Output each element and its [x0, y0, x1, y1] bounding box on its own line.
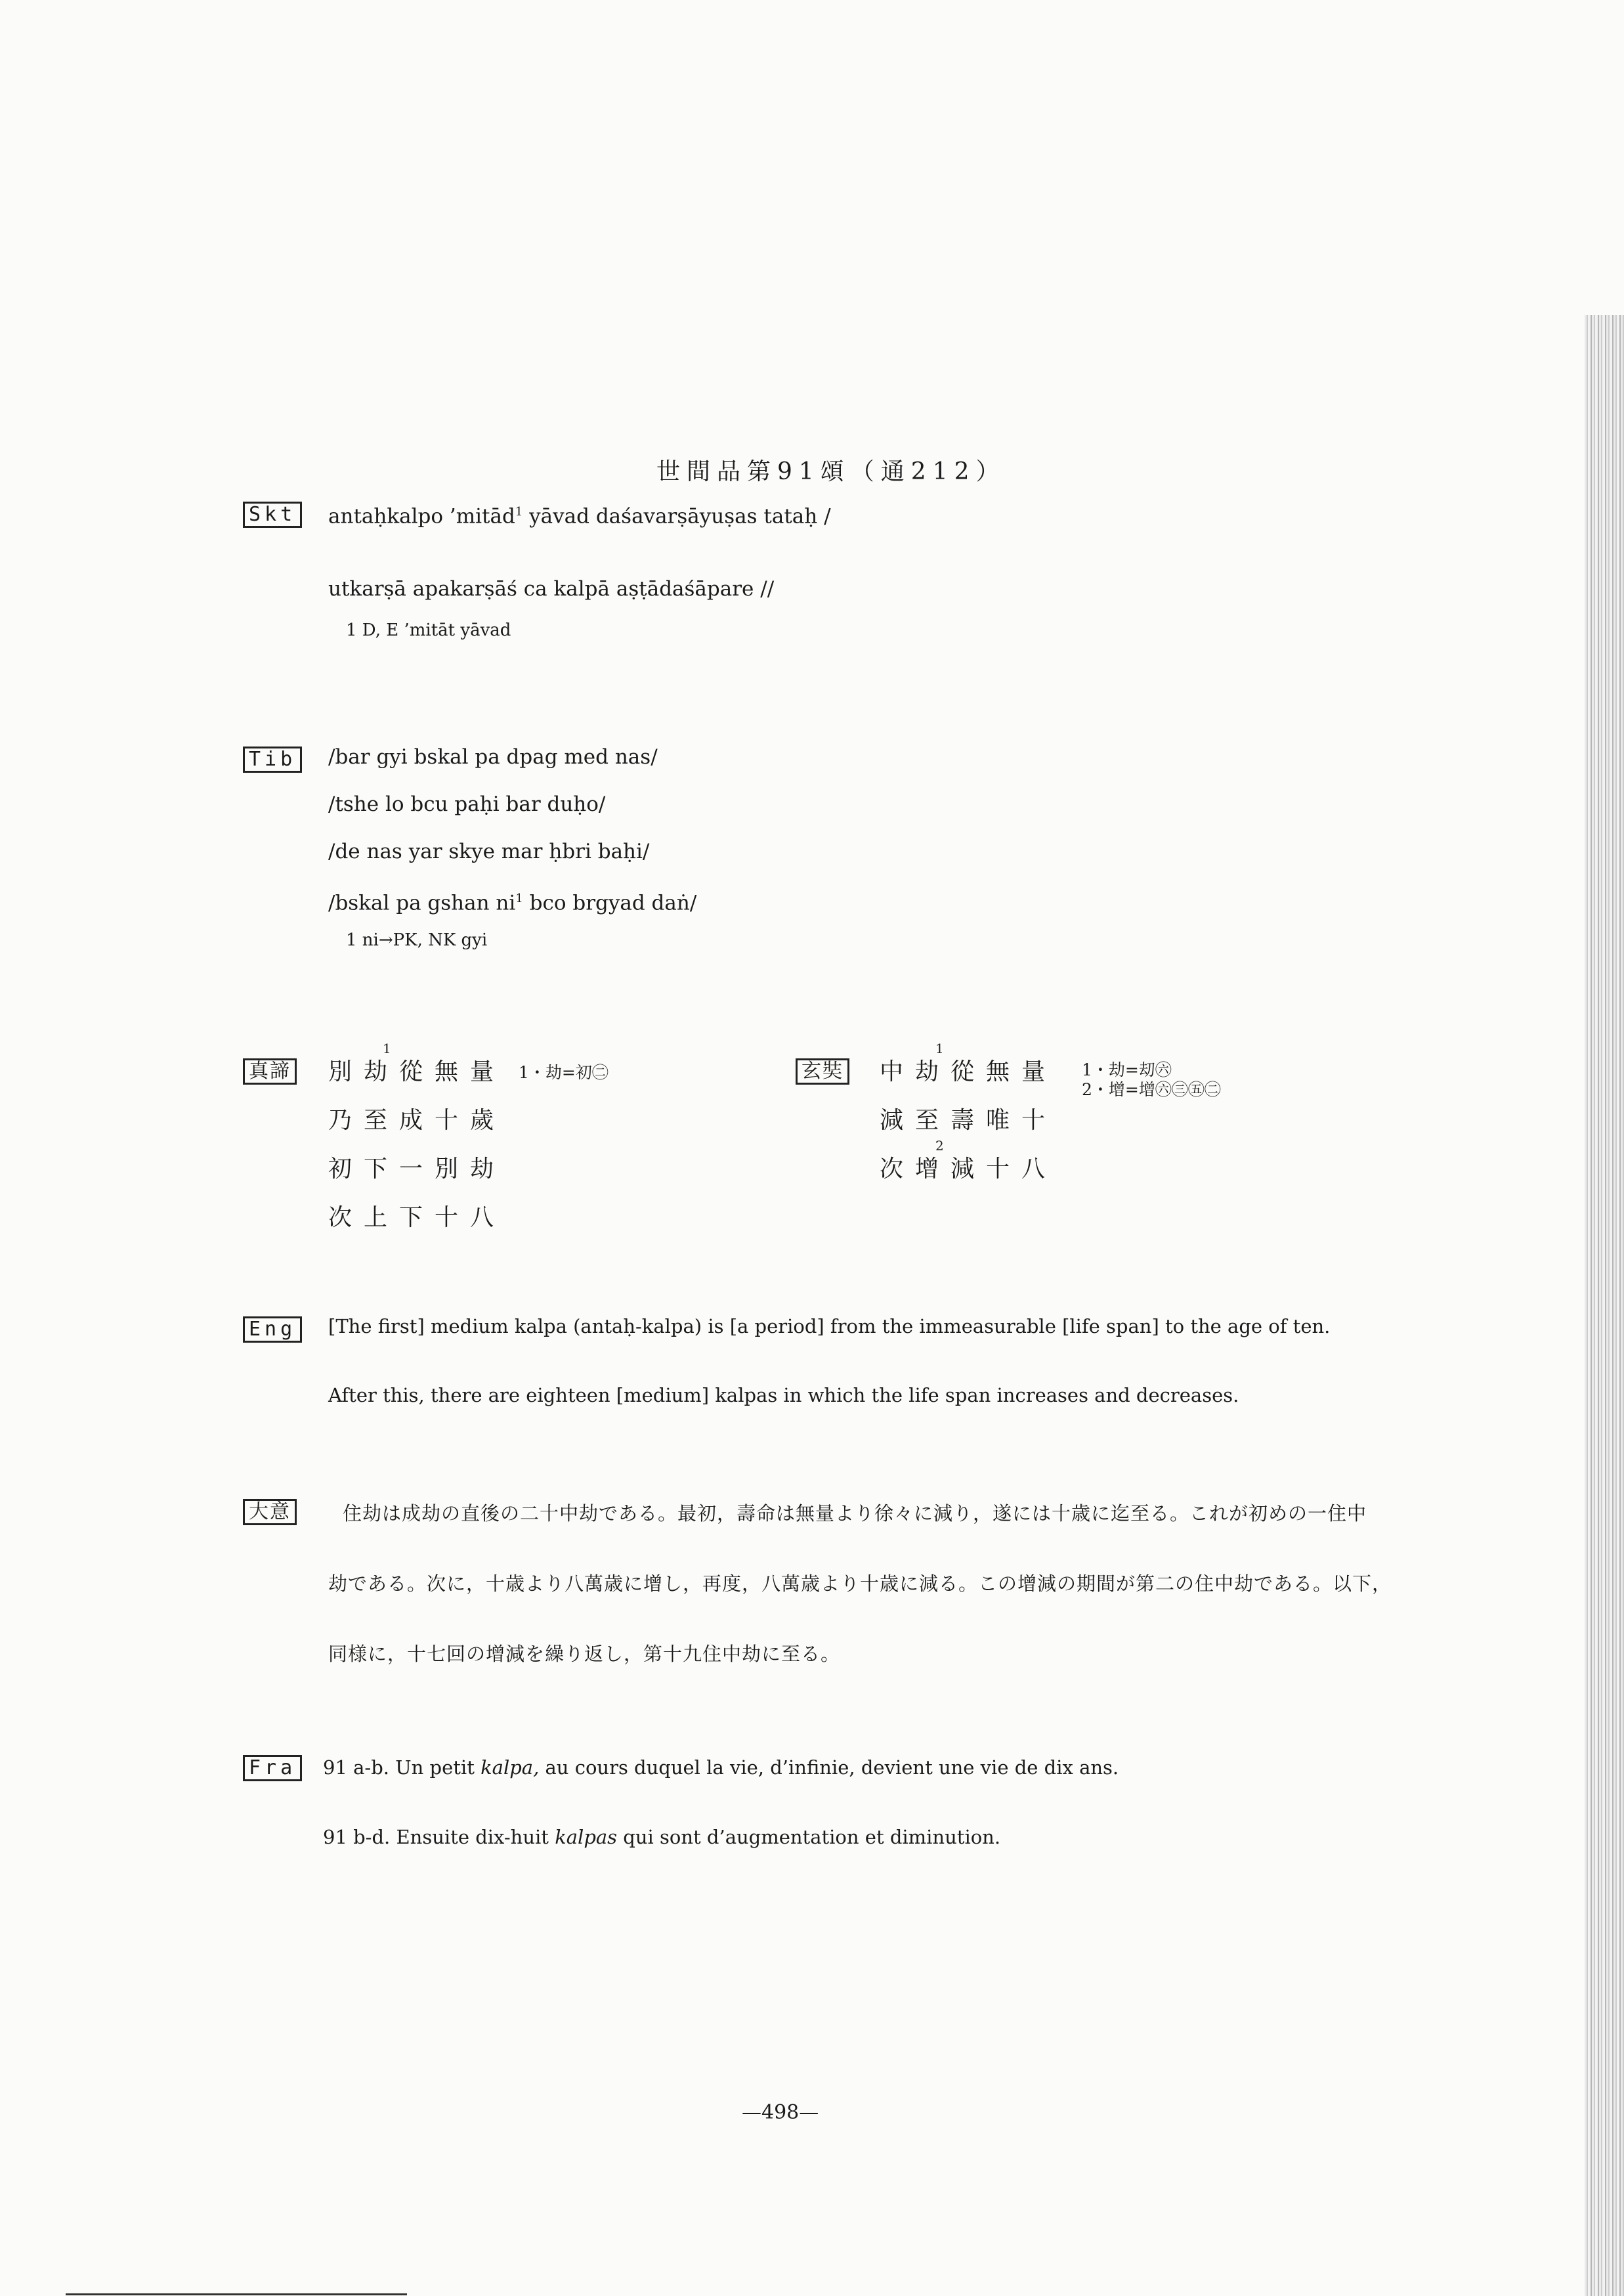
fra-line1-em: kalpa, — [481, 1756, 540, 1779]
xuanzang-line-3: 次增減十八 — [880, 1156, 1058, 1182]
eng-label: Eng — [243, 1316, 302, 1343]
fra-line2-em: kalpas — [555, 1826, 618, 1848]
tib-line-4 — [328, 886, 696, 916]
daii-line-1: 住劫は成劫の直後の二十中劫である。最初，壽命は無量より徐々に減り，遂には十歳に迄至る。これが初めの一住中 — [343, 1502, 1367, 1525]
skt-verse-line-1 — [328, 499, 831, 529]
eng-line-1: [The first] medium kalpa (antaḥ-kalpa) is [a period] from the immeasurable [life span] to the age of ten. — [328, 1315, 1331, 1337]
xuanzang-footnote-mark-1: 1 — [935, 1041, 944, 1056]
fra-line-1 — [323, 1754, 1119, 1781]
tib-line-3: /de nas yar skye mar ḥbri baḥi/ — [328, 840, 650, 863]
skt-label: Skt — [243, 502, 302, 528]
fra-line2-post: qui sont d’augmentation et diminution. — [617, 1826, 1001, 1848]
zhendi-footnote: 1・劫=初㊁ — [519, 1063, 609, 1082]
zhendi-line-2: 乃至成十歲 — [328, 1107, 506, 1134]
tib-label: Tib — [243, 747, 302, 773]
fra-label: Fra — [243, 1755, 302, 1781]
zhendi-line-3: 初下一別劫 — [328, 1156, 506, 1182]
fra-line1-post: au cours duquel la vie, d’infinie, devient une vie de dix ans. — [539, 1756, 1119, 1779]
xuanzang-line-2: 減至壽唯十 — [880, 1107, 1058, 1134]
zhendi-label: 真諦 — [243, 1058, 297, 1085]
tib-line4-footnote-mark: 1 — [515, 892, 523, 905]
xuanzang-footnote-mark-2: 2 — [935, 1138, 944, 1154]
tib-line-2: /tshe lo bcu paḥi bar duḥo/ — [328, 792, 606, 816]
page-number: —498— — [742, 2101, 819, 2124]
xuanzang-footnote-2: 2・增=增㊅㊂㊄㊁ — [1082, 1080, 1221, 1099]
daii-line-2: 劫である。次に，十歳より八萬歳に增し，再度，八萬歳より十歳に減る。この增減の期間が第二の住中劫である。以下， — [328, 1572, 1392, 1595]
zhendi-line-4: 次上下十八 — [328, 1204, 506, 1231]
skt-line1-footnote-mark: 1 — [515, 505, 523, 519]
daii-line-3: 同様に，十七回の增減を繰り返し，第十九住中劫に至る。 — [328, 1643, 841, 1665]
skt-footnote: 1 D, E ’mitāt yāvad — [346, 620, 511, 640]
scanned-page-edge — [1585, 315, 1624, 2296]
skt-line1-rest: yāvad daśavarṣāyuṣas tataḥ / — [523, 504, 831, 529]
tib-footnote: 1 ni→PK, NK gyi — [346, 930, 488, 950]
xuanzang-footnote-1: 1・劫=刧㊅ — [1082, 1060, 1172, 1079]
bottom-scan-line — [66, 2293, 407, 2295]
tib-line-1: /bar gyi bskal pa dpag med nas/ — [328, 745, 658, 769]
eng-line-2: After this, there are eighteen [medium] kalpas in which the life span increases and decreases. — [328, 1384, 1239, 1406]
tib-line4-text: /bskal pa gshan ni — [328, 891, 516, 915]
tib-line4-rest: bco brgyad daṅ/ — [523, 891, 697, 915]
xuanzang-line-1: 中劫從無量 — [880, 1058, 1058, 1085]
fra-line1-pre: 91 a-b. Un petit — [323, 1756, 481, 1779]
fra-line-2 — [323, 1824, 1000, 1850]
skt-line1-text: antaḥkalpo ’mitād — [328, 504, 515, 529]
daii-label: 大意 — [243, 1499, 297, 1525]
zhendi-line-1: 別劫從無量 — [328, 1058, 506, 1085]
xuanzang-label: 玄奘 — [796, 1058, 849, 1085]
zhendi-footnote-mark: 1 — [383, 1041, 391, 1056]
fra-line2-pre: 91 b-d. Ensuite dix-huit — [323, 1826, 555, 1848]
section-heading: 世間品第91頌（通212） — [656, 458, 1006, 485]
skt-verse-line-2: utkarṣā apakarṣāś ca kalpā aṣṭādaśāpare // — [328, 577, 775, 601]
